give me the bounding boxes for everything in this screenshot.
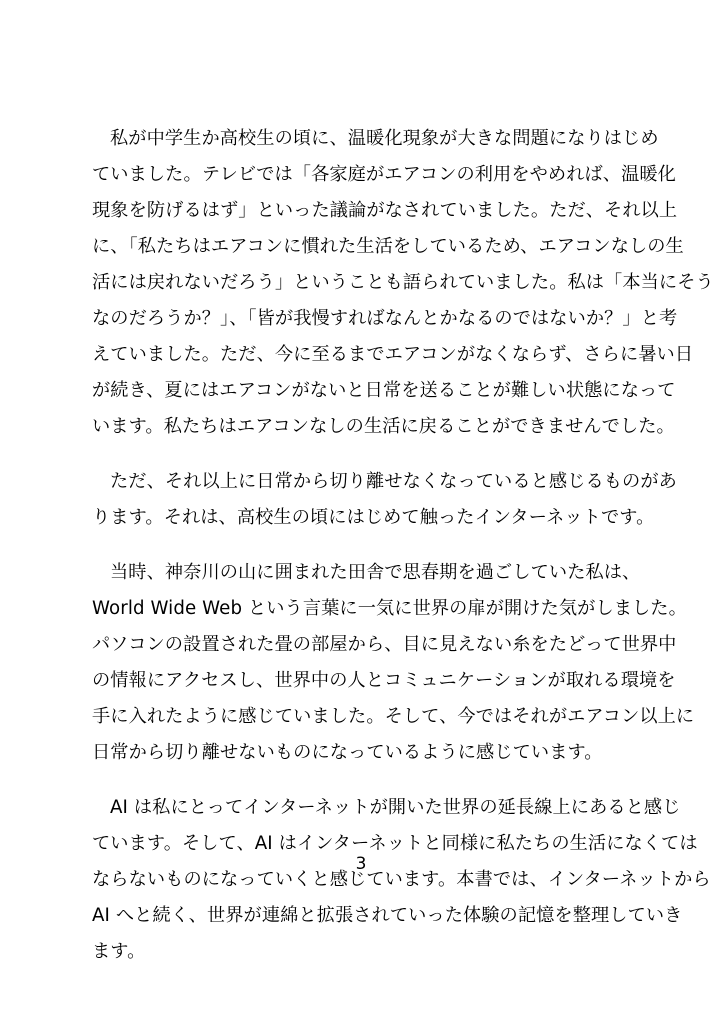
text-line: 手に入れたように感じていました。そして、今ではそれがエアコン以上に: [92, 706, 695, 727]
paragraph-2: [92, 464, 677, 536]
text-line: ならないものになっていくと感じています。本書では、インターネットから: [92, 869, 711, 890]
text-line: ていました。テレビでは「各家庭がエアコンの利用をやめれば、温暖化: [92, 164, 676, 185]
text-line: います。私たちはエアコンなしの生活に戻ることができませんでした。: [92, 416, 675, 437]
text-line: パソコンの設置された畳の部屋から、目に見えない糸をたどって世界中: [92, 634, 677, 655]
text-line: に、「私たちはエアコンに慣れた生活をしているため、エアコンなしの生: [92, 236, 684, 257]
text-line: 当時、神奈川の山に囲まれた田舎で思春期を過ごしていた私は、: [110, 562, 641, 583]
text-line: 日常から切り離せないものになっているように感じています。: [92, 742, 603, 763]
text-line: World Wide Web という言葉に一気に世界の扉が開けた気がしました。: [92, 598, 687, 619]
page-number: 3: [355, 854, 367, 874]
text-line: えていました。ただ、今に至るまでエアコンがなくならず、さらに暑い日: [92, 344, 694, 365]
text-line: 活には戻れないだろう」ということも語られていました。私は「本当にそう: [92, 272, 714, 293]
paragraph-1: [92, 121, 714, 445]
paragraph-4: [92, 790, 711, 970]
text-line: ます。: [92, 941, 146, 962]
text-line: ただ、それ以上に日常から切り離せなくなっていると感じるものがあ: [110, 471, 677, 492]
text-line: の情報にアクセスし、世界中の人とコミュニケーションが取れる環境を: [92, 670, 676, 691]
text-line: 私が中学生か高校生の頃に、温暖化現象が大きな問題になりはじめ: [110, 128, 659, 149]
text-line: ります。それは、高校生の頃にはじめて触ったインターネットです。: [92, 507, 655, 528]
text-line: AI は私にとってインターネットが開いた世界の延長線上にあると感じ: [110, 797, 681, 818]
text-line: ています。そして、AI はインターネットと同様に私たちの生活になくては: [92, 833, 698, 854]
text-line: が続き、夏にはエアコンがないと日常を送ることが難しい状態になって: [92, 380, 676, 401]
text-line: AI へと続く、世界が連綿と拡張されていった体験の記憶を整理していき: [92, 905, 683, 926]
text-line: 現象を防げるはず」といった議論がなされていました。ただ、それ以上: [92, 200, 678, 221]
text-line: なのだろうか？」、「皆が我慢すればなんとかなるのではないか？」と考: [92, 308, 678, 329]
paragraph-3: [92, 555, 695, 771]
